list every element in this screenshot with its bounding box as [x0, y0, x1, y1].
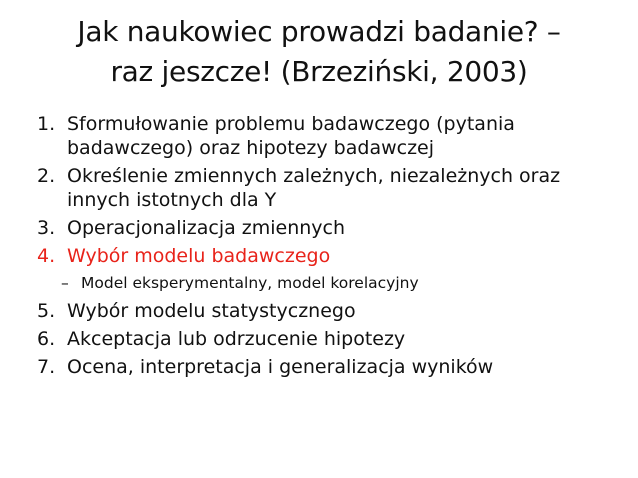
list-item-4-highlighted [37, 244, 622, 268]
title-line-1: Jak naukowiec prowadzi badanie? – [77, 15, 561, 48]
list-item-text: Wybór modelu badawczego [67, 245, 331, 267]
list-item-number: 6. [37, 328, 56, 350]
list-item-1 [37, 112, 622, 160]
slide-title [40, 12, 598, 92]
sub-list-dash: – [61, 274, 69, 292]
list-item-number: 2. [37, 165, 56, 187]
list-item-2 [37, 164, 622, 212]
title-line-2: raz jeszcze! (Brzeziński, 2003) [110, 55, 528, 88]
list-item-6 [37, 327, 622, 351]
list-item-5 [37, 299, 622, 323]
list-item-number: 5. [37, 300, 56, 322]
list-item-text: Ocena, interpretacja i generalizacja wyników [67, 356, 494, 378]
list-item-text: Wybór modelu statystycznego [67, 300, 356, 322]
list-item-text: Akceptacja lub odrzucenie hipotezy [67, 328, 406, 350]
list-item-number: 7. [37, 356, 56, 378]
list-item-text: Sformułowanie problemu badawczego (pytania badawczego) oraz hipotezy badawczej [67, 113, 515, 159]
list-item-3 [37, 216, 622, 240]
list-item-7 [37, 355, 622, 379]
list-item-number: 4. [37, 245, 56, 267]
numbered-list [37, 112, 622, 383]
list-item-text: Określenie zmiennych zależnych, niezależnych oraz innych istotnych dla Y [67, 165, 561, 211]
sub-list-text: Model eksperymentalny, model korelacyjny [81, 274, 419, 292]
list-item-text: Operacjonalizacja zmiennych [67, 217, 346, 239]
list-item-number: 3. [37, 217, 56, 239]
list-item-number: 1. [37, 113, 56, 135]
sub-list-item [61, 272, 622, 294]
